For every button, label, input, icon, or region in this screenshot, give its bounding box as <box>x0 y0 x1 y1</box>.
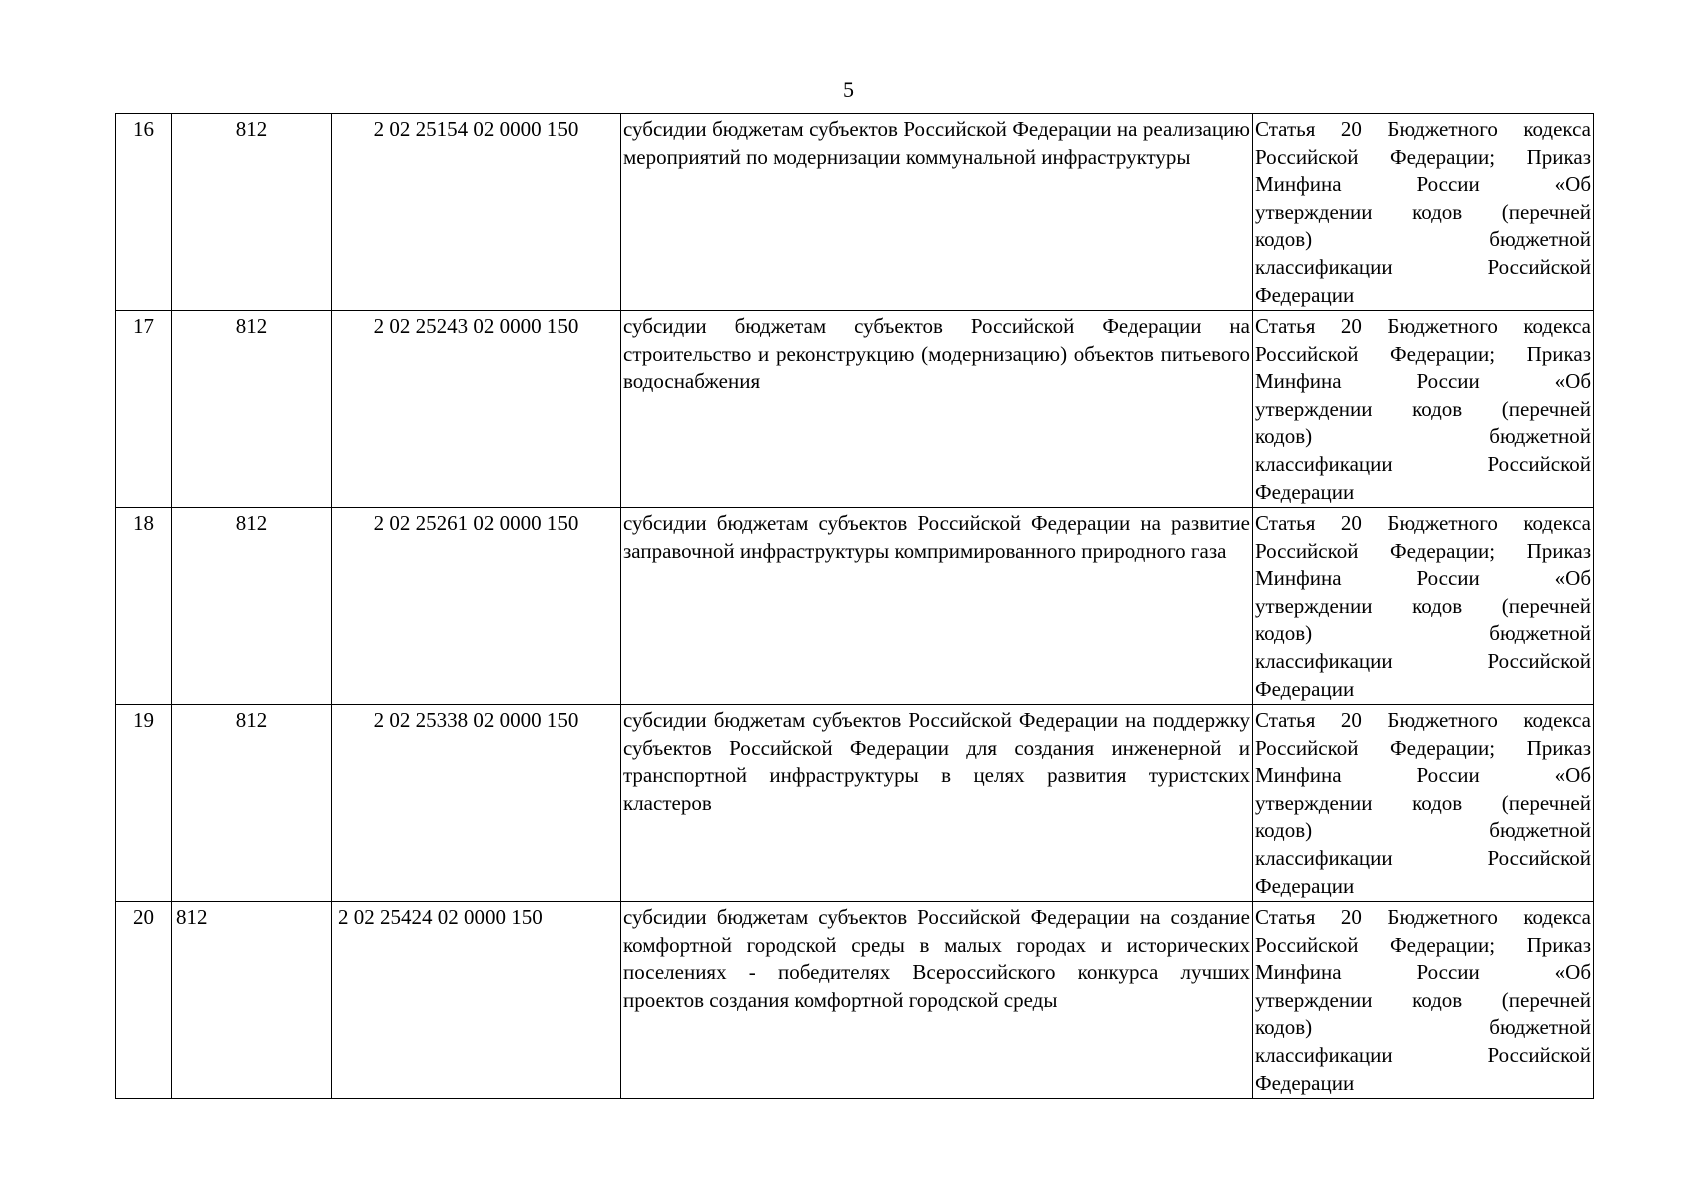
table-row <box>116 508 1594 705</box>
description-text: субсидии бюджетам субъектов Российской Федерации на поддержку субъектов Российской Федерации для создания инженерной и транспортной инфраструктуры в целях развития туристских кластеров <box>623 708 1250 815</box>
row-number-cell: 19 <box>116 705 172 902</box>
kbk-code-cell: 2 02 25338 02 0000 150 <box>332 705 621 902</box>
table-row <box>116 114 1594 311</box>
legal-basis-text: Статья 20 Бюджетного кодекса Российской Федерации; Приказ Минфина России «Об утверждении кодов (перечней кодов) бюджетной классификации Российской Федерации <box>1255 314 1591 504</box>
legal-basis-text: Статья 20 Бюджетного кодекса Российской Федерации; Приказ Минфина России «Об утверждении кодов (перечней кодов) бюджетной классификации Российской Федерации <box>1255 708 1591 898</box>
description-text: субсидии бюджетам субъектов Российской Федерации на реализацию мероприятий по модернизации коммунальной инфраструктуры <box>623 117 1250 169</box>
description-text: субсидии бюджетам субъектов Российской Федерации на развитие заправочной инфраструктуры компримированного природного газа <box>623 511 1250 563</box>
admin-code-cell: 812 <box>172 705 332 902</box>
table-row <box>116 902 1594 1099</box>
legal-basis-text: Статья 20 Бюджетного кодекса Российской Федерации; Приказ Минфина России «Об утверждении кодов (перечней кодов) бюджетной классификации Российской Федерации <box>1255 511 1591 701</box>
revenue-codes-table <box>115 113 1594 1099</box>
description-text: субсидии бюджетам субъектов Российской Федерации на строительство и реконструкцию (модернизацию) объектов питьевого водоснабжения <box>623 314 1250 394</box>
admin-code-cell: 812 <box>172 902 332 1099</box>
legal-basis-cell <box>1253 705 1594 902</box>
legal-basis-text: Статья 20 Бюджетного кодекса Российской Федерации; Приказ Минфина России «Об утверждении кодов (перечней кодов) бюджетной классификации Российской Федерации <box>1255 117 1591 307</box>
row-number-cell: 18 <box>116 508 172 705</box>
legal-basis-cell <box>1253 508 1594 705</box>
kbk-code-cell: 2 02 25154 02 0000 150 <box>332 114 621 311</box>
page-number: 5 <box>843 77 854 102</box>
kbk-code-cell: 2 02 25243 02 0000 150 <box>332 311 621 508</box>
description-cell <box>621 311 1253 508</box>
table-row <box>116 311 1594 508</box>
kbk-code-cell: 2 02 25261 02 0000 150 <box>332 508 621 705</box>
admin-code-cell: 812 <box>172 311 332 508</box>
table-row <box>116 705 1594 902</box>
kbk-code-cell: 2 02 25424 02 0000 150 <box>332 902 621 1099</box>
description-cell <box>621 508 1253 705</box>
legal-basis-cell <box>1253 114 1594 311</box>
description-cell <box>621 705 1253 902</box>
description-cell <box>621 902 1253 1099</box>
row-number-cell: 16 <box>116 114 172 311</box>
description-cell <box>621 114 1253 311</box>
legal-basis-cell <box>1253 311 1594 508</box>
row-number-cell: 17 <box>116 311 172 508</box>
legal-basis-text: Статья 20 Бюджетного кодекса Российской Федерации; Приказ Минфина России «Об утверждении кодов (перечней кодов) бюджетной классификации Российской Федерации <box>1255 905 1591 1095</box>
admin-code-cell: 812 <box>172 508 332 705</box>
row-number-cell: 20 <box>116 902 172 1099</box>
description-text: субсидии бюджетам субъектов Российской Федерации на создание комфортной городской среды в малых городах и исторических поселениях - победителях Всероссийского конкурса лучших проектов создания комфортной городской среды <box>623 905 1250 1012</box>
admin-code-cell: 812 <box>172 114 332 311</box>
legal-basis-cell <box>1253 902 1594 1099</box>
